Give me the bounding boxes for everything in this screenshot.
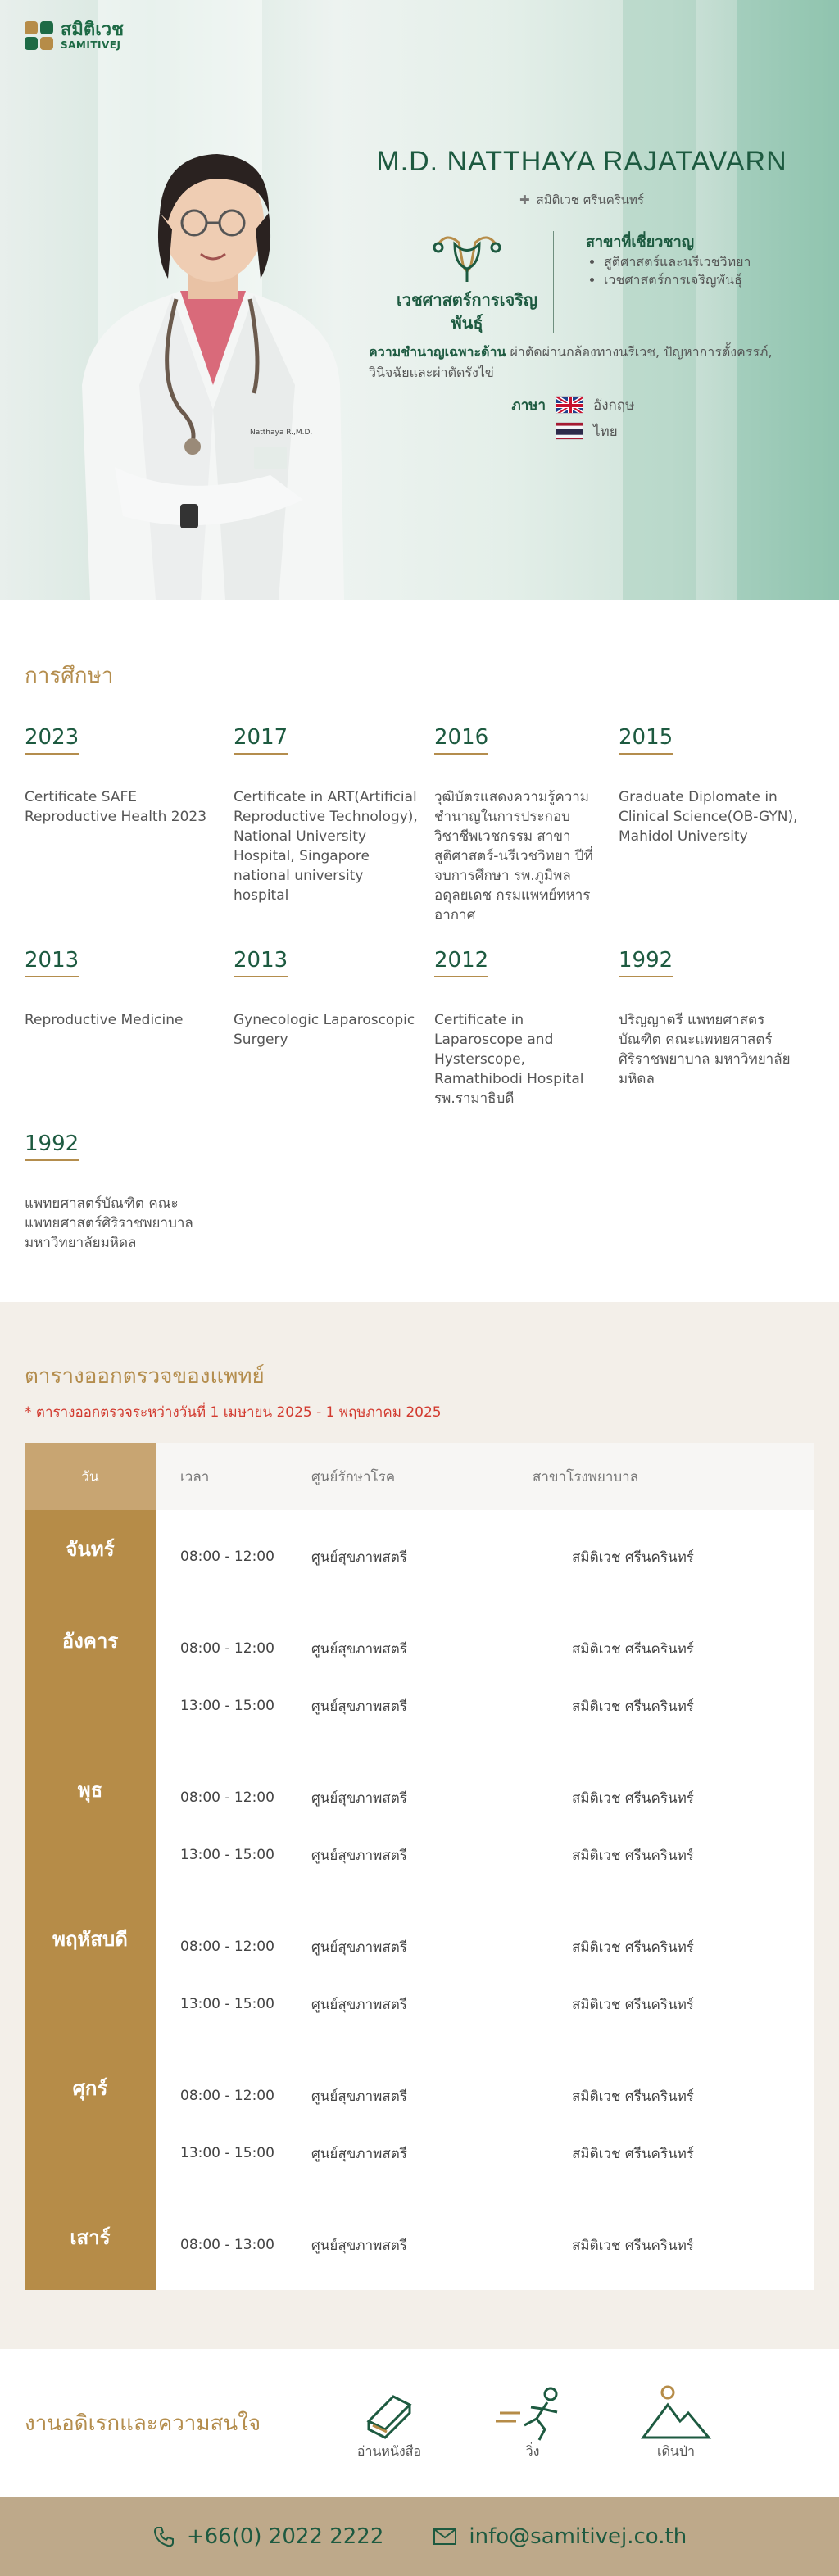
- interest-item: [635, 2384, 717, 2462]
- language-label: ภาษา: [511, 397, 546, 414]
- table-row: 08:00 - 12:00 ศูนย์สุขภาพสตรี สมิติเวช ศรีนครินทร์: [180, 1939, 694, 1956]
- email-link[interactable]: [433, 2524, 687, 2549]
- education-item: 2013 Reproductive Medicine: [25, 948, 184, 1028]
- table-row: 08:00 - 12:00 ศูนย์สุขภาพสตรี สมิติเวช ศรีนครินทร์: [180, 2088, 694, 2105]
- schedule-title: ตารางออกตรวจของแพทย์: [25, 1364, 265, 1389]
- thai-flag-icon: [556, 422, 583, 440]
- interests-title: งานอดิเรกและความสนใจ: [25, 2410, 261, 2436]
- header-time: เวลา: [180, 1468, 210, 1485]
- interests-section: [0, 2349, 839, 2497]
- specialty-branches: [586, 229, 751, 289]
- contact-footer: [0, 2497, 839, 2576]
- table-row: 08:00 - 12:00 ศูนย์สุขภาพสตรี สมิติเวช ศรีนครินทร์: [180, 1640, 694, 1658]
- background-blur: [623, 0, 696, 600]
- hospital-cross-icon: ✚: [519, 193, 530, 207]
- schedule-note: * ตารางออกตรวจระหว่างวันที่ 1 เมษายน 2025 - 1 พฤษภาคม 2025: [25, 1404, 442, 1421]
- table-row: 08:00 - 12:00 ศูนย์สุขภาพสตรี สมิติเวช ศรีนครินทร์: [180, 1789, 694, 1807]
- logo-name-th: สมิติเวช: [61, 20, 125, 40]
- interest-label: อ่านหนังสือ: [356, 2442, 422, 2459]
- specialty-block: [385, 228, 549, 334]
- doctor-name: M.D. NATTHAYA RAJATAVARN: [376, 146, 787, 177]
- header-branch: สาขาโรงพยาบาล: [533, 1468, 639, 1485]
- table-row: 08:00 - 12:00 ศูนย์สุขภาพสตรี สมิติเวช ศรีนครินทร์: [180, 1549, 694, 1566]
- table-row: 13:00 - 15:00 ศูนย์สุขภาพสตรี สมิติเวช ศรีนครินทร์: [180, 1847, 694, 1864]
- education-item: 2017 Certificate in ART(Artificial Reproductive Technology), National University Hospital, Singapore national university hospital: [234, 725, 418, 904]
- doctor-hero: [0, 0, 839, 600]
- education-section: [0, 600, 839, 1302]
- schedule-day-friday: ศุกร์ 08:00 - 12:00 ศูนย์สุขภาพสตรี สมิติเวช ศรีนครินทร์ 13:00 - 15:00 ศูนย์สุขภาพสตรี สมิติเวช ศรีนครินทร์: [25, 2049, 814, 2198]
- education-item: 2013 Gynecologic Laparoscopic Surgery: [234, 948, 415, 1048]
- uk-flag-icon: [556, 396, 583, 414]
- interest-item: [348, 2384, 430, 2462]
- schedule-section: [0, 1302, 839, 2349]
- mountain-icon: [639, 2384, 713, 2442]
- background-blur: [737, 0, 839, 600]
- languages-block: [508, 392, 634, 444]
- education-title: การศึกษา: [25, 664, 114, 688]
- expertise-text: ผ่าตัดผ่านกล้องทางนรีเวช, ปัญหาการตั้งครรภ์, วินิจฉัยและผ่าตัดรังไข่: [369, 344, 773, 380]
- table-row: 13:00 - 15:00 ศูนย์สุขภาพสตรี สมิติเวช ศรีนครินทร์: [180, 1698, 694, 1715]
- uterus-icon: [430, 228, 504, 285]
- schedule-day-wednesday: พุธ 08:00 - 12:00 ศูนย์สุขภาพสตรี สมิติเวช ศรีนครินทร์ 13:00 - 15:00 ศูนย์สุขภาพสตรี สมิติเวช ศรีนครินทร์: [25, 1751, 814, 1900]
- education-item: 2015 Graduate Diplomate in Clinical Science(OB-GYN), Mahidol University: [619, 725, 798, 845]
- mail-icon: [433, 2528, 457, 2546]
- education-item: 2012 Certificate in Laparoscope and Hysterscope, Ramathibodi Hospital รพ.รามาธิบดี: [434, 948, 584, 1107]
- branch-item: • เวชศาสตร์การเจริญพันธุ์: [604, 271, 751, 289]
- phone-icon: [152, 2525, 175, 2548]
- schedule-table: [25, 1443, 814, 2290]
- table-row: 08:00 - 13:00 ศูนย์สุขภาพสตรี สมิติเวช ศรีนครินทร์: [180, 2237, 694, 2254]
- schedule-day-thursday: พฤหัสบดี 08:00 - 12:00 ศูนย์สุขภาพสตรี สมิติเวช ศรีนครินทร์ 13:00 - 15:00 ศูนย์สุขภาพสตรี สมิติเวช ศรีนครินทร์: [25, 1900, 814, 2049]
- schedule-day-tuesday: อังคาร 08:00 - 12:00 ศูนย์สุขภาพสตรี สมิติเวช ศรีนครินทร์ 13:00 - 15:00 ศูนย์สุขภาพสตรี สมิติเวช ศรีนครินทร์: [25, 1602, 814, 1751]
- hospital-location: ✚ สมิติเวช ศรีนครินทร์: [519, 193, 644, 207]
- doctor-photo: [57, 115, 361, 600]
- email-address: info@samitivej.co.th: [469, 2524, 687, 2549]
- education-item: 1992 ปริญญาตรี แพทยศาสตรบัณฑิต คณะแพทยศาสตร์ศิริราชพยาบาล มหาวิทยาลัยมหิดล: [619, 948, 791, 1087]
- education-item: 2016 วุฒิบัตรแสดงความรู้ความชำนาญในการประกอบวิชาชีพเวชกรรม สาขาสูติศาสตร์-นรีเวชวิทยา ปีที่จบการศึกษา รพ.ภูมิพลอดุลยเดช กรมแพทย์ทหารอากาศ: [434, 725, 593, 923]
- table-row: 13:00 - 15:00 ศูนย์สุขภาพสตรี สมิติเวช ศรีนครินทร์: [180, 2145, 694, 2162]
- language-name: อังกฤษ: [593, 397, 635, 414]
- education-item: 1992 แพทยศาสตร์บัณฑิต คณะแพทยศาสตร์ศิริราชพยาบาล มหาวิทยาลัยมหิดล: [25, 1132, 193, 1251]
- header-day: วัน: [25, 1443, 156, 1510]
- branch-title: สาขาที่เชี่ยวชาญ: [586, 234, 695, 251]
- interest-label: วิ่ง: [525, 2442, 540, 2459]
- language-name: ไทย: [593, 423, 618, 440]
- samitivej-logo[interactable]: [25, 21, 124, 51]
- phone-link[interactable]: [152, 2524, 384, 2549]
- branch-item: • สูติศาสตร์และนรีเวชวิทยา: [604, 253, 751, 271]
- interest-item: [492, 2384, 574, 2462]
- book-icon: [356, 2384, 422, 2442]
- logo-mark-icon: [25, 21, 54, 51]
- expertise-label: ความชำนาญเฉพาะด้าน: [369, 344, 506, 360]
- logo-name-en: SAMITIVEJ: [61, 39, 121, 51]
- name-badge: Natthaya R.,M.D.: [250, 429, 313, 437]
- divider: [553, 231, 554, 333]
- specialty-title: เวชศาสตร์การเจริญพันธุ์: [397, 290, 537, 333]
- runner-icon: [492, 2384, 574, 2442]
- education-item: 2023 Certificate SAFE Reproductive Health 2023: [25, 725, 207, 825]
- interest-label: เดินป่า: [657, 2442, 695, 2459]
- header-center: ศูนย์รักษาโรค: [311, 1468, 396, 1485]
- schedule-day-saturday: เสาร์ 08:00 - 13:00 ศูนย์สุขภาพสตรี สมิติเวช ศรีนครินทร์: [25, 2198, 814, 2290]
- expertise-block: [369, 342, 795, 383]
- schedule-header: [25, 1443, 814, 1510]
- schedule-day-monday: จันทร์ 08:00 - 12:00 ศูนย์สุขภาพสตรี สมิติเวช ศรีนครินทร์: [25, 1510, 814, 1602]
- table-row: 13:00 - 15:00 ศูนย์สุขภาพสตรี สมิติเวช ศรีนครินทร์: [180, 1996, 694, 2013]
- phone-number: +66(0) 2022 2222: [186, 2524, 384, 2549]
